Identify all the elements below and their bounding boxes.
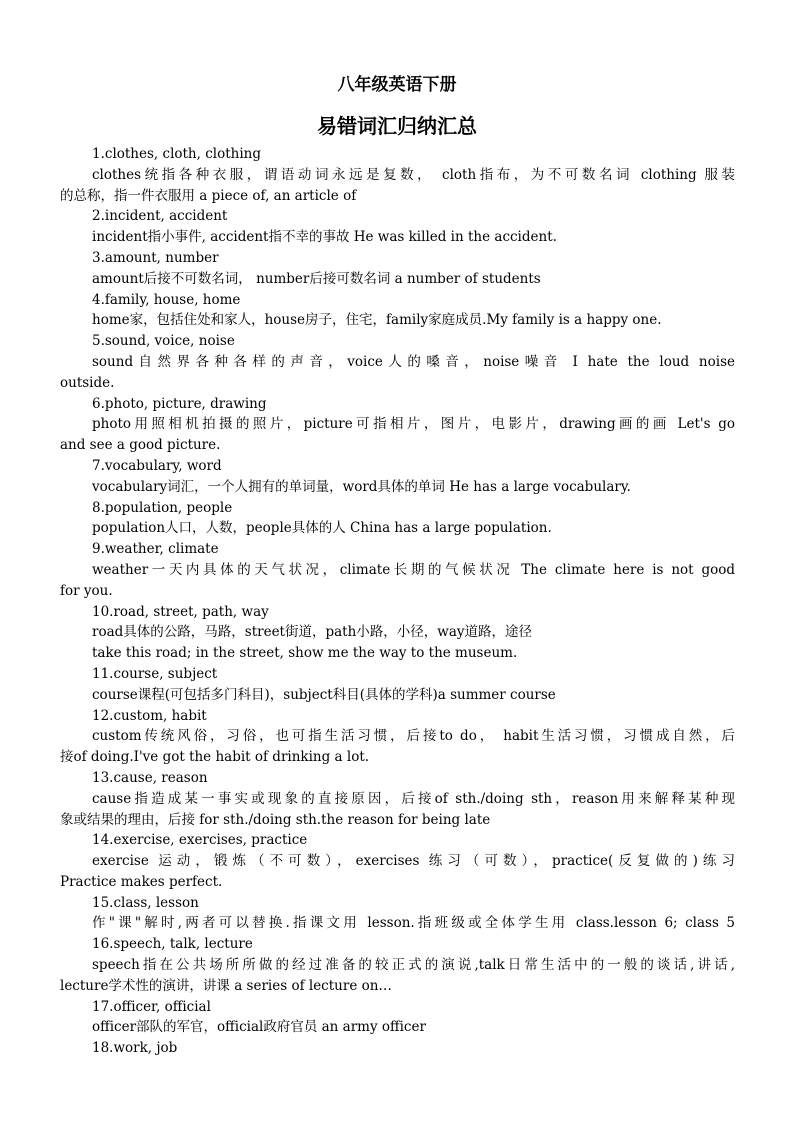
entry-text: and see a good picture.: [60, 437, 221, 454]
entry-text: incident指小事件, accident指不幸的事故 He was killed in the accident.: [92, 229, 557, 246]
entry-text: photo用照相机拍摄的照片，picture可指相片，图片，电影片，drawing画的画 Let's go: [92, 416, 735, 433]
entry-text: exercise 运动，锻炼（不可数），exercises 练习（可数），practice(反复做的)练习: [92, 853, 735, 870]
entry-text: 作"课"解时,两者可以替换.指课文用 lesson.指班级或全体学生用 class.lesson 6; class 5: [92, 915, 735, 932]
entry-heading: 13.cause, reason: [92, 769, 208, 786]
entry-text: for you.: [60, 582, 113, 599]
entry-text: population人口，人数，people具体的人 China has a large population.: [92, 520, 552, 537]
entry-text: course课程(可包括多门科目)，subject科目(具体的学科)a summer course: [92, 686, 556, 703]
entry-text: speech指在公共场所所做的经过准备的较正式的演说,talk日常生活中的一般的谈话,讲话,: [92, 957, 735, 974]
document-title: 八年级英语下册: [337, 75, 457, 95]
entry-text: 接of doing.I've got the habit of drinking a lot.: [60, 749, 370, 766]
entry-heading: 5.sound, voice, noise: [92, 333, 235, 350]
entry-heading: 15.class, lesson: [92, 894, 199, 911]
entry-text: cause指造成某一事实或现象的直接原因，后接of sth./doing sth，reason用来解释某种现: [92, 790, 735, 807]
entry-heading: 1.clothes, cloth, clothing: [92, 146, 261, 162]
entry-text: 象或结果的理由，后接 for sth./doing sth.the reason for being late: [60, 811, 491, 828]
entry-heading: 4.family, house, home: [92, 291, 241, 308]
entry-text: 的总称，指一件衣服用 a piece of, an article of: [60, 187, 357, 204]
entry-heading: 14.exercise, exercises, practice: [92, 832, 308, 849]
entry-heading: 7.vocabulary, word: [92, 457, 222, 474]
entry-heading: 10.road, street, path, way: [92, 603, 269, 620]
entry-text: take this road; in the street, show me the way to the museum.: [92, 645, 518, 662]
entry-heading: 2.incident, accident: [92, 208, 228, 225]
entry-text: road具体的公路，马路，street街道，path小路，小径，way道路，途径: [92, 624, 533, 641]
entry-text: outside.: [60, 374, 115, 391]
entry-heading: 12.custom, habit: [92, 707, 207, 724]
entry-text: custom传统风俗，习俗，也可指生活习惯，后接to do， habit生活习惯，习惯成自然，后: [92, 728, 735, 745]
entry-text: sound自然界各种各样的声音，voice人的嗓音，noise噪音 I hate the loud noise: [92, 353, 735, 370]
entry-text: officer部队的军官，official政府官员 an army officer: [92, 1019, 426, 1036]
entry-text: vocabulary词汇，一个人拥有的单词量，word具体的单词 He has a large vocabulary.: [92, 478, 631, 495]
entry-heading: 9.weather, climate: [92, 541, 219, 558]
entry-text: amount后接不可数名词， number后接可数名词 a number of students: [92, 270, 541, 287]
entry-text: Practice makes perfect.: [60, 873, 223, 890]
entry-heading: 16.speech, talk, lecture: [92, 936, 253, 953]
entry-heading: 17.officer, official: [92, 998, 211, 1015]
document-subtitle: 易错词汇归纳汇总: [317, 114, 477, 138]
entry-text: lecture学术性的演讲，讲课 a series of lecture on…: [60, 977, 392, 994]
entry-heading: 11.course, subject: [92, 665, 218, 682]
entry-heading: 3.amount, number: [92, 249, 219, 266]
entry-text: clothes统指各种衣服，谓语动词永远是复数， cloth指布，为不可数名词 clothing 服装: [92, 166, 735, 183]
entry-text: weather一天内具体的天气状况，climate长期的气候状况 The climate here is not good: [92, 561, 735, 578]
document-body: [60, 144, 735, 1059]
entry-heading: 8.population, people: [92, 499, 233, 516]
entry-heading: 6.photo, picture, drawing: [92, 395, 267, 412]
entry-text: home家，包括住处和家人，house房子，住宅，family家庭成员.My family is a happy one.: [92, 312, 662, 329]
entry-heading: 18.work, job: [92, 1040, 178, 1057]
